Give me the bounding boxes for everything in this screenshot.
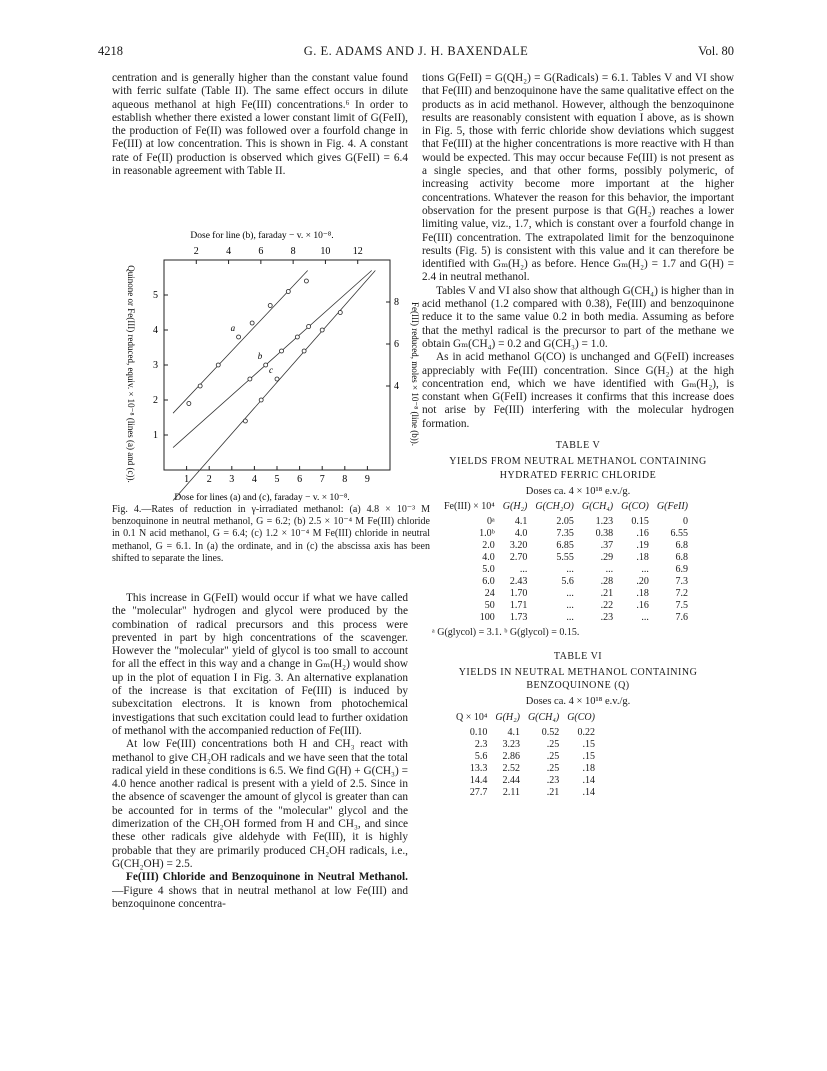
- right-tick-label: 6: [394, 339, 399, 350]
- right-column: [422, 72, 734, 799]
- table-row: [440, 576, 692, 588]
- table-cell: 2.0: [482, 540, 495, 552]
- data-point-c: [275, 377, 279, 381]
- table-cell: 2.05: [556, 516, 574, 528]
- data-point-a: [268, 304, 272, 308]
- right-axis-label: Fe(III) reduced, moles × 10⁻⁸ (line (b)).: [410, 302, 420, 446]
- table-cell: 1.70: [509, 588, 528, 600]
- table-cell: 13.3: [469, 762, 488, 774]
- data-point-a: [198, 384, 202, 388]
- x-tick-label: 8: [342, 474, 348, 485]
- y-tick-label: 3: [153, 360, 158, 371]
- table-cell: 14.4: [469, 774, 488, 786]
- table-row: [452, 775, 599, 787]
- bottom-axis-label: Dose for lines (a) and (c), faraday − v. × 10⁻⁸.: [174, 493, 350, 503]
- data-point-a: [250, 321, 254, 325]
- x-tick-label: 5: [274, 474, 280, 485]
- top-axis-label: Dose for line (b), faraday − v. × 10⁻⁸.: [190, 231, 334, 241]
- data-point-c: [243, 419, 247, 423]
- table-cell: .22: [600, 600, 614, 612]
- table-label: TABLE V: [555, 440, 601, 452]
- table-cell: 7.3: [675, 576, 688, 588]
- table-row: [452, 739, 599, 751]
- x-tick-label: 9: [364, 474, 370, 485]
- table-row: [452, 751, 599, 763]
- table-cell: 0: [682, 516, 688, 528]
- right-tick-label: 8: [394, 297, 399, 308]
- table-cell: 5.55: [556, 552, 574, 564]
- table-row: [440, 612, 692, 624]
- y-tick-label: 2: [153, 395, 158, 406]
- y-tick-label: 4: [153, 325, 158, 336]
- table-cell: ...: [641, 564, 649, 576]
- table-header-cell: G(H₂): [495, 711, 520, 723]
- table-title: YIELDS IN NEUTRAL METHANOL CONTAINING BENZOQUINONE (Q): [458, 666, 698, 692]
- running-title: G. E. ADAMS AND J. H. BAXENDALE: [303, 44, 529, 58]
- x-tick-label: 4: [251, 474, 257, 485]
- table-header-cell: G(CO): [567, 711, 595, 723]
- table-cell: 0.38: [595, 528, 614, 540]
- paragraph: As in acid methanol G(CO) is unchanged and G(FeII) increases appreciably with Fe(III) concentration. Since G(H₂) at the high concentration end, which we have identified with Gₘ(H₂), is constant when G(FeII) increases it confirms that this increase does not arise by Fe(III) interfering with the molecular hydrogen formation.: [422, 351, 734, 430]
- data-point-a: [216, 363, 220, 367]
- table-cell: .14: [582, 786, 595, 798]
- y-tick-label: 1: [153, 430, 158, 441]
- table-row: [440, 600, 692, 612]
- data-point-b: [280, 349, 284, 353]
- table-row: [452, 727, 599, 739]
- table-cell: 0.10: [469, 726, 488, 738]
- table-cell: .25: [546, 750, 560, 762]
- table-cell: .20: [636, 576, 649, 588]
- table-cell: ...: [641, 612, 649, 624]
- table-row: [440, 588, 692, 600]
- table-row: [440, 540, 692, 552]
- right-tick-label: 4: [394, 381, 399, 392]
- left-axis-label: Quinone or Fe(III) reduced, equiv. × 10⁻⁸ (lines (a) and (c)).: [126, 265, 136, 483]
- top-tick-label: 6: [258, 246, 264, 257]
- table-cell: .16: [636, 528, 649, 540]
- figure-caption: Fig. 4.—Rates of reduction in γ-irradiated methanol: (a) 4.8 × 10⁻³ M benzoquinone in neutral methanol, G = 6.2; (b) 2.5 × 10⁻⁴ M Fe(III) chloride in 0.1 N acid methanol, G = 6.4; (c) 1.2 × 10⁻⁴ M Fe(III) chloride in neutral methanol, G = 6.1. In (a) the ordinate, and in (c) the abscissa axis has been shifted to separate the lines.: [112, 504, 430, 564]
- table-6: [422, 650, 734, 799]
- series-label-c: c: [269, 365, 273, 375]
- table-cell: 5.6: [561, 576, 574, 588]
- top-tick-label: 4: [226, 246, 232, 257]
- table-row: [452, 763, 599, 775]
- table-cell: 6.85: [556, 540, 574, 552]
- table-cell: .19: [636, 540, 649, 552]
- table-cell: ...: [566, 600, 574, 612]
- table-doses: Doses ca. 4 × 10¹⁸ e.v./g.: [525, 485, 631, 497]
- table-title: YIELDS FROM NEUTRAL METHANOL CONTAINING HYDRATED FERRIC CHLORIDE: [449, 456, 707, 481]
- y-tick-label: 5: [153, 290, 158, 301]
- table-cell: 100: [479, 612, 495, 624]
- paragraph: This increase in G(FeII) would occur if what we have called the "molecular" hydrogen and glycol were produced by the combination of radical precursors and this process were prevented in part by high concentrations of the scavenger. However the "molecular" yield of glycol is too small to account for all the effect in this way and a change in Gₘ(H₂) would show up in the plot of equation I in Fig. 3. An alternative explanation of the increase is that excitation of Fe(III) is induced by subexcitation electrons. It is known from photochemical investigations that such excitation could lead to further oxidation of methanol with the accompanied reduction of Fe(III).: [112, 592, 408, 737]
- table-cell: 2.3: [474, 738, 488, 750]
- data-point-b: [248, 377, 252, 381]
- top-tick-label: 10: [320, 246, 331, 257]
- left-column-bottom: [112, 592, 408, 911]
- x-tick-label: 3: [229, 474, 235, 485]
- table-cell: 6.8: [675, 540, 688, 552]
- page-number: 4218: [98, 44, 123, 58]
- table-cell: .14: [582, 774, 595, 786]
- data-point-c: [320, 328, 324, 332]
- table-cell: 4.1: [514, 516, 528, 528]
- table-cell: .21: [600, 588, 614, 600]
- table-cell: .37: [600, 540, 614, 552]
- table-cell: 2.70: [509, 552, 528, 564]
- table-cell: 4.1: [507, 726, 520, 738]
- table-header-cell: G(H₂): [502, 501, 528, 513]
- table-cell: 6.0: [482, 576, 495, 588]
- table-cell: ...: [566, 588, 574, 600]
- paragraph: tions G(FeII) = G(QH₂) = G(Radicals) = 6.1. Tables V and VI show that Fe(III) and benzoquinone have the same qualitative effect on the products as in acid methanol. However, although the benzoquinone results are reasonably consistent with equation I above, as is shown in Fig. 5, those with ferric chloride show deviations which suggest that Fe(III) at the higher concentrations is more reactive with H than would be expected. This may occur because Fe(III) is not present as a single species, and that other forms, possibly polymeric, of increasing activity become more important at the higher concentrations. Whatever the reason for this behavior, the important observation for the present purpose is that G(H₂) reaches a lower limiting value, viz., 1.7, which is constant over a fourfold change in Fe(III) concentration. The extrapolated limit for the benzoquinone results (Fig. 5) is consistent with this value and it can therefore be identified with Gₘ(H₂) as before. Hence Gₘ(H₂) = 1.7 and G(H) = 2.4 in neutral methanol.: [422, 72, 734, 284]
- table-cell: .18: [582, 762, 595, 774]
- paragraph: At low Fe(III) concentrations both H and CH₃ react with methanol to give CH₂OH radicals and we have seen that the total radical yield in these conditions is 6.5. We find G(H) + G(CH₃) = 4.0 hence another radical is present with a yield of 2.5. Since in the absence of scavenger the amount of glycol is greater than can be accounted for in terms of the "molecular" glycol and the dimerization of the CH₂OH formed from H and CH₃, and since these other radicals give aldehyde with Fe(III), it is highly probable that they are primarily produced CH₂OH radicals, i.e., G(CH₂OH) = 2.5.: [112, 738, 408, 870]
- table-cell: .23: [600, 612, 614, 624]
- section-text: —Figure 4 shows that in neutral methanol at low Fe(III) and benzoquinone concentra-: [112, 884, 408, 910]
- series-label-a: a: [230, 323, 236, 333]
- table-cell: .15: [582, 750, 595, 762]
- table-cell: .16: [636, 600, 649, 612]
- table-cell: ...: [519, 564, 528, 576]
- table-cell: .18: [636, 552, 649, 564]
- series-line-b: [173, 271, 372, 448]
- table-cell: 7.35: [556, 528, 574, 540]
- table-cell: 6.9: [675, 564, 688, 576]
- table-cell: 2.43: [509, 576, 528, 588]
- data-point-b: [264, 363, 268, 367]
- table-header-cell: Q × 10⁴: [456, 711, 488, 723]
- table-footnote: ᵃ G(glycol) = 3.1. ᵇ G(glycol) = 0.15.: [432, 627, 580, 639]
- table-header-cell: G(FeII): [656, 501, 688, 513]
- table-header-cell: Fe(III) × 10⁴: [444, 501, 495, 513]
- table-cell: 2.86: [502, 750, 520, 762]
- table-label: TABLE VI: [553, 650, 603, 662]
- table-cell: 3.23: [502, 738, 520, 750]
- table-cell: ...: [566, 564, 574, 576]
- paragraph: centration and is generally higher than the constant value found with ferric sulfate (Table II). The same effect occurs in dilute aqueous methanol at high Fe(III) concentrations.⁶ In order to establish whether there existed a lower constant limit of G(FeII), the production of Fe(II) was followed over a fourfold change in Fe(III) at low concentration. This is shown in Fig. 4. A constant rate of Fe(II) production is observed which gives G(FeII) = 6.4 in reasonable agreement with Table II.: [112, 72, 408, 178]
- data-point-a: [237, 335, 241, 339]
- table-cell: 7.2: [675, 588, 688, 600]
- table-cell: .25: [546, 738, 560, 750]
- table-row: [440, 552, 692, 564]
- table-doses: Doses ca. 4 × 10¹⁸ e.v./g.: [525, 696, 631, 708]
- table-cell: 2.52: [502, 762, 520, 774]
- table-5: [422, 439, 734, 639]
- series-line-c: [173, 271, 375, 501]
- table-cell: 0.15: [631, 516, 649, 528]
- paragraph: Tables V and VI also show that although G(CH₄) is higher than in acid methanol (1.2 compared with 0.38), Fe(III) and benzoquinone reduce it to the same value 0.2 in both media. Assuming as before that the methyl radical is the precursor to part of the methane we obtain Gₘ(CH₄) = 0.2 and G(CH₃) = 1.0.: [422, 284, 734, 350]
- table-6-grid: [452, 712, 599, 799]
- series-label-b: b: [257, 351, 263, 361]
- table-cell: 5.0: [482, 564, 495, 576]
- x-tick-label: 1: [184, 474, 190, 485]
- table-row: [440, 564, 692, 576]
- table-cell: 4.0: [514, 528, 528, 540]
- table-cell: 2.44: [502, 774, 520, 786]
- table-cell: .25: [546, 762, 560, 774]
- data-point-a: [187, 402, 191, 406]
- table-cell: .28: [600, 576, 614, 588]
- table-cell: 3.20: [509, 540, 528, 552]
- top-tick-label: 2: [193, 246, 199, 257]
- table-cell: ...: [605, 564, 614, 576]
- table-header-cell: G(CH₄): [581, 501, 614, 513]
- data-point-a: [304, 279, 308, 283]
- data-point-c: [302, 349, 306, 353]
- table-cell: .18: [636, 588, 649, 600]
- table-cell: 1.71: [509, 600, 528, 612]
- data-point-b: [295, 335, 299, 339]
- table-cell: 1.23: [595, 516, 614, 528]
- table-header-cell: G(CH₂O): [535, 501, 574, 513]
- x-tick-label: 6: [297, 474, 303, 485]
- x-tick-label: 2: [206, 474, 212, 485]
- table-cell: .23: [546, 774, 560, 786]
- left-column-top: [112, 72, 408, 178]
- table-cell: 5.6: [474, 750, 488, 762]
- table-cell: 50: [484, 600, 495, 612]
- table-cell: .15: [582, 738, 595, 750]
- table-5-grid: [440, 501, 692, 624]
- x-tick-label: 7: [319, 474, 325, 485]
- table-cell: .29: [600, 552, 614, 564]
- data-point-a: [286, 290, 290, 294]
- plot-frame: [164, 260, 390, 470]
- data-point-b: [307, 325, 311, 329]
- table-cell: ...: [566, 612, 574, 624]
- table-cell: 24: [484, 588, 495, 600]
- top-tick-label: 12: [352, 246, 363, 257]
- data-point-c: [338, 311, 342, 315]
- table-row: [452, 787, 599, 799]
- table-cell: 7.5: [675, 600, 688, 612]
- top-tick-label: 8: [290, 246, 296, 257]
- table-cell: 0.52: [541, 726, 560, 738]
- figure-4-plot: [112, 224, 424, 504]
- section-heading: Fe(III) Chloride and Benzoquinone in Neutral Methanol.: [126, 871, 408, 884]
- data-point-c: [259, 398, 263, 402]
- table-cell: 6.8: [675, 552, 688, 564]
- table-cell: 4.0: [482, 552, 495, 564]
- table-cell: 0ᵃ: [487, 516, 495, 528]
- table-cell: 7.6: [675, 612, 688, 624]
- table-cell: 0.22: [577, 726, 595, 738]
- volume-label: Vol. 80: [698, 44, 734, 58]
- table-row: [440, 516, 692, 528]
- table-cell: 1.73: [509, 612, 528, 624]
- table-cell: 2.11: [502, 786, 520, 798]
- table-cell: 1.0ᵇ: [479, 528, 495, 540]
- table-cell: 6.55: [670, 528, 688, 540]
- table-header-cell: G(CH₄): [527, 711, 560, 723]
- table-header-cell: G(CO): [621, 501, 649, 513]
- table-cell: .21: [546, 786, 560, 798]
- table-cell: 27.7: [469, 786, 488, 798]
- table-row: [440, 528, 692, 540]
